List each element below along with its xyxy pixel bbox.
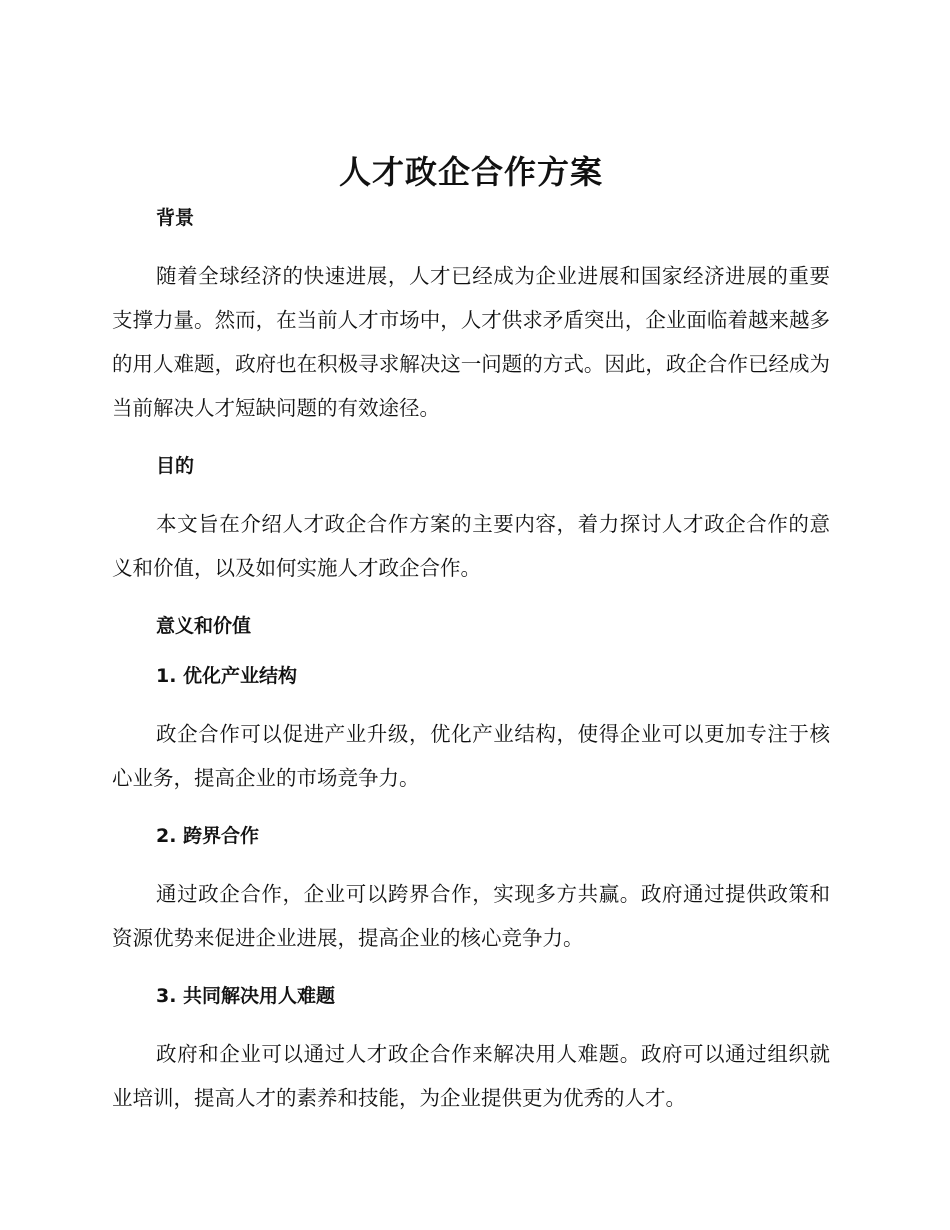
section-heading-value: 意义和价值 bbox=[156, 615, 252, 637]
point-paragraph-1: 政企合作可以促进产业升级，优化产业结构，使得企业可以更加专注于核心业务，提高企业的市场竞争力。 bbox=[112, 722, 830, 790]
section-heading-purpose: 目的 bbox=[156, 455, 195, 477]
point-paragraph-3: 政府和企业可以通过人才政企合作来解决用人难题。政府可以通过组织就业培训，提高人才的素养和技能，为企业提供更为优秀的人才。 bbox=[112, 1042, 830, 1110]
point-heading-3: 3. 共同解决用人难题 bbox=[156, 985, 336, 1007]
point-paragraph-2: 通过政企合作，企业可以跨界合作，实现多方共赢。政府通过提供政策和资源优势来促进企业进展，提高企业的核心竞争力。 bbox=[112, 882, 830, 950]
section-heading-background: 背景 bbox=[156, 207, 195, 229]
document-title: 人才政企合作方案 bbox=[338, 153, 603, 191]
section-paragraph-purpose: 本文旨在介绍人才政企合作方案的主要内容，着力探讨人才政企合作的意义和价值，以及如何实施人才政企合作。 bbox=[112, 512, 830, 580]
point-heading-1: 1. 优化产业结构 bbox=[156, 665, 298, 687]
section-paragraph-background: 随着全球经济的快速进展，人才已经成为企业进展和国家经济进展的重要支撑力量。然而，在当前人才市场中，人才供求矛盾突出，企业面临着越来越多的用人难题，政府也在积极寻求解决这一问题的方式。因此，政企合作已经成为当前解决人才短缺问题的有效途径。 bbox=[112, 264, 830, 420]
point-heading-2: 2. 跨界合作 bbox=[156, 825, 260, 847]
document-body bbox=[112, 148, 830, 1142]
